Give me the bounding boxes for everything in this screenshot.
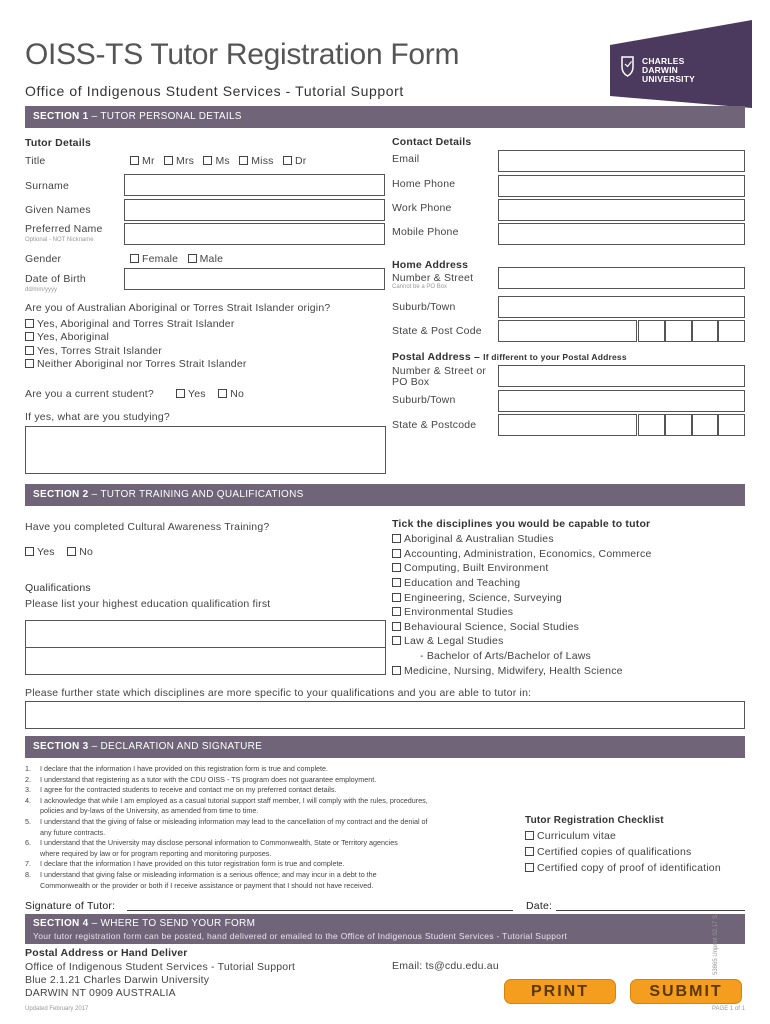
origin-option-3[interactable]: Yes, Torres Strait Islander xyxy=(25,345,162,357)
title-options: Mr Mrs Ms Miss Dr xyxy=(130,155,306,167)
further-disciplines-input[interactable] xyxy=(25,701,745,729)
discipline-7-checkbox[interactable] xyxy=(392,622,401,631)
signature-label: Signature of Tutor: xyxy=(25,900,116,912)
discipline-1-checkbox[interactable] xyxy=(392,534,401,543)
gender-options: Female Male xyxy=(130,253,223,265)
mobile-phone-label: Mobile Phone xyxy=(392,226,459,238)
home-phone-label: Home Phone xyxy=(392,178,456,190)
logo-line-3: UNIVERSITY xyxy=(642,74,696,84)
page-title: OISS-TS Tutor Registration Form xyxy=(25,38,460,71)
declaration-6: 6. xyxy=(25,838,31,848)
checklist-2-checkbox[interactable] xyxy=(525,847,534,856)
checklist-3-checkbox[interactable] xyxy=(525,863,534,872)
declaration-5: 5. xyxy=(25,817,31,826)
title-dr-checkbox[interactable] xyxy=(283,156,292,165)
page-subtitle: Office of Indigenous Student Services - Tutorial Support xyxy=(25,83,404,99)
surname-label: Surname xyxy=(25,180,70,192)
home-suburb-label: Suburb/Town xyxy=(392,301,456,313)
address-line-3: DARWIN NT 0909 AUSTRALIA xyxy=(25,987,176,999)
origin-option-1-checkbox[interactable] xyxy=(25,319,34,328)
origin-option-2[interactable]: Yes, Aboriginal xyxy=(25,331,109,343)
origin-option-4-checkbox[interactable] xyxy=(25,359,34,368)
updated-note: Updated February 2017 xyxy=(25,1006,89,1012)
gender-label: Gender xyxy=(25,253,62,265)
discipline-1[interactable]: Aboriginal & Australian Studies xyxy=(392,533,554,545)
title-label: Title xyxy=(25,155,46,167)
print-button[interactable]: PRINT xyxy=(504,979,616,1004)
home-street-label: Number & Street xyxy=(392,272,474,284)
discipline-6[interactable]: Environmental Studies xyxy=(392,606,513,618)
po-box-note: Cannot be a PO Box xyxy=(392,284,448,290)
declaration-3: 3. xyxy=(25,785,31,795)
title-mr-checkbox[interactable] xyxy=(130,156,139,165)
declaration-8: 8. xyxy=(25,870,31,879)
dob-label: Date of Birth xyxy=(25,273,86,285)
section-1-header: SECTION 1 – TUTOR PERSONAL DETAILS xyxy=(25,106,745,128)
home-postcode-digit-4[interactable] xyxy=(718,320,745,342)
tutor-details-heading: Tutor Details xyxy=(25,137,91,149)
cultural-options: Yes No xyxy=(25,546,93,558)
postal-state-label: State & Postcode xyxy=(392,419,477,431)
student-yes-checkbox[interactable] xyxy=(176,389,185,398)
signature-line[interactable] xyxy=(127,910,513,911)
origin-option-3-checkbox[interactable] xyxy=(25,346,34,355)
contact-email: Email: ts@cdu.edu.au xyxy=(392,960,499,972)
discipline-9[interactable]: Medicine, Nursing, Midwifery, Health Science xyxy=(392,665,623,677)
postal-postcode-digit-1[interactable] xyxy=(638,414,665,436)
postal-street-input[interactable] xyxy=(498,365,745,387)
discipline-7[interactable]: Behavioural Science, Social Studies xyxy=(392,621,579,633)
discipline-5[interactable]: Engineering, Science, Surveying xyxy=(392,592,562,604)
discipline-2-checkbox[interactable] xyxy=(392,549,401,558)
work-phone-label: Work Phone xyxy=(392,202,452,214)
home-postcode-digit-2[interactable] xyxy=(665,320,692,342)
given-names-input[interactable] xyxy=(124,199,385,221)
cultural-yes-checkbox[interactable] xyxy=(25,547,34,556)
logo-line-1: CHARLES xyxy=(642,56,685,66)
studying-input[interactable] xyxy=(25,426,386,474)
date-line[interactable] xyxy=(556,910,745,911)
section-4-header: SECTION 4 – WHERE TO SEND YOUR FORM Your tutor registration form can be posted, hand delivered or emailed to the Office of Indigenous Student Services - Tutorial Support xyxy=(25,914,745,944)
postal-suburb-input[interactable] xyxy=(498,390,745,412)
postal-postcode-digit-4[interactable] xyxy=(718,414,745,436)
page-number: PAGE 1 of 1 xyxy=(712,1006,745,1012)
discipline-4[interactable]: Education and Teaching xyxy=(392,577,520,589)
home-state-label: State & Post Code xyxy=(392,325,482,337)
discipline-4-checkbox[interactable] xyxy=(392,578,401,587)
postal-postcode-digit-2[interactable] xyxy=(665,414,692,436)
date-label: Date: xyxy=(526,900,553,912)
work-phone-input[interactable] xyxy=(498,199,745,221)
discipline-9-checkbox[interactable] xyxy=(392,666,401,675)
postal-postcode-digit-3[interactable] xyxy=(692,414,718,436)
discipline-6-checkbox[interactable] xyxy=(392,607,401,616)
email-label: Email xyxy=(392,153,420,165)
home-street-input[interactable] xyxy=(498,267,745,289)
checklist-heading: Tutor Registration Checklist xyxy=(525,815,664,826)
section-2-header: SECTION 2 – TUTOR TRAINING AND QUALIFICATIONS xyxy=(25,484,745,506)
home-postcode-digit-3[interactable] xyxy=(692,320,718,342)
mobile-phone-input[interactable] xyxy=(498,223,745,245)
postal-state-input[interactable] xyxy=(498,414,637,436)
qualification-input-2[interactable] xyxy=(25,647,386,675)
declaration-7: 7. xyxy=(25,859,31,869)
home-postcode-digit-1[interactable] xyxy=(638,320,665,342)
origin-option-1[interactable]: Yes, Aboriginal and Torres Strait Islander xyxy=(25,318,235,330)
postal-pobox-label: PO Box xyxy=(392,376,430,388)
preferred-name-input[interactable] xyxy=(124,223,385,245)
title-miss-checkbox[interactable] xyxy=(239,156,248,165)
declaration-2: 2. xyxy=(25,774,31,784)
checklist-item-1[interactable]: Curriculum vitae xyxy=(525,830,616,842)
qualification-input-1[interactable] xyxy=(25,620,386,648)
discipline-8-checkbox[interactable] xyxy=(392,636,401,645)
declaration-list: 1. I declare that the information I have provided on this registration form is true and complete. 2. I understand that registering as a tutor with the CDU OISS - TS program does not guarantee employment. 3. I agree for the contracted students to receive and contact me on my preferred contact details. 4. I acknowledge that while I am employed as a casual tutorial support staff member, I will comply with the rules, procedures, policies and by-laws of the University, as amended from time to time. 5. I understand that the giving of false or misleading information may lead to the cancellation of my contract and the denial of any future contracts. 6. I understand that the University may disclose personal information to Commonwealth, State or Territory agencies where required by law or for program reporting and monitoring purposes. 7. I declare that the information I have provided on this tutor registration form is true and complete. 8. I understand that giving false or misleading information is a serious offence; and may incur in a debt to the Commonwealth or the provider or both if I receive assistance or payment that I should not have received. xyxy=(25,764,428,890)
title-mrs-checkbox[interactable] xyxy=(164,156,173,165)
discipline-8[interactable]: Law & Legal Studies xyxy=(392,635,504,647)
discipline-law-sub: - Bachelor of Arts/Bachelor of Laws xyxy=(420,650,591,662)
preferred-name-label: Preferred Name xyxy=(25,223,103,235)
discipline-2[interactable]: Accounting, Administration, Economics, Commerce xyxy=(392,548,652,560)
gender-male-checkbox[interactable] xyxy=(188,254,197,263)
surname-input[interactable] xyxy=(124,174,385,196)
student-no-checkbox[interactable] xyxy=(218,389,227,398)
preferred-name-note: Optional - NOT Nickname xyxy=(25,237,94,243)
disciplines-heading: Tick the disciplines you would be capable to tutor xyxy=(392,518,651,530)
origin-option-4[interactable]: Neither Aboriginal nor Torres Strait Islander xyxy=(25,358,247,370)
dob-note: dd/mm/yyyy xyxy=(25,287,58,293)
origin-question: Are you of Australian Aboriginal or Torres Strait Islander origin? xyxy=(25,302,331,314)
checklist-1-checkbox[interactable] xyxy=(525,831,534,840)
postal-heading: Postal Address or Hand Deliver xyxy=(25,947,188,959)
cultural-question: Have you completed Cultural Awareness Training? xyxy=(25,521,270,533)
section-3-header: SECTION 3 – DECLARATION AND SIGNATURE xyxy=(25,736,745,758)
submit-button[interactable]: SUBMIT xyxy=(630,979,742,1004)
qualifications-prompt: Please list your highest education qualification first xyxy=(25,598,271,610)
home-phone-input[interactable] xyxy=(498,175,745,197)
cultural-no-checkbox[interactable] xyxy=(67,547,76,556)
contact-details-heading: Contact Details xyxy=(392,136,472,148)
given-names-label: Given Names xyxy=(25,204,91,216)
address-line-1: Office of Indigenous Student Services - Tutorial Support xyxy=(25,961,296,973)
title-ms-checkbox[interactable] xyxy=(203,156,212,165)
discipline-3[interactable]: Computing, Built Environment xyxy=(392,562,549,574)
student-options: Yes No xyxy=(176,388,244,400)
gender-female-checkbox[interactable] xyxy=(130,254,139,263)
university-logo xyxy=(610,20,752,108)
send-instructions: Your tutor registration form can be posted, hand delivered or emailed to the Office of Indigenous Student Services - Tutorial Support xyxy=(33,931,568,941)
qualifications-heading: Qualifications xyxy=(25,582,91,594)
home-state-input[interactable] xyxy=(498,320,637,342)
home-suburb-input[interactable] xyxy=(498,296,745,318)
postal-address-heading: Postal Address – If different to your Postal Address xyxy=(392,351,627,363)
email-input[interactable] xyxy=(498,150,745,172)
dob-input[interactable] xyxy=(124,268,385,290)
origin-option-2-checkbox[interactable] xyxy=(25,332,34,341)
discipline-3-checkbox[interactable] xyxy=(392,563,401,572)
logo-line-2: DARWIN xyxy=(642,65,678,75)
student-question: Are you a current student? xyxy=(25,388,154,400)
postal-suburb-label: Suburb/Town xyxy=(392,394,456,406)
declaration-4: 4. xyxy=(25,795,31,805)
checklist-item-3[interactable]: Certified copy of proof of identification xyxy=(525,862,721,874)
side-code: 53865 Unprint 02.17 S xyxy=(713,914,719,975)
checklist-item-2[interactable]: Certified copies of qualifications xyxy=(525,846,691,858)
studying-label: If yes, what are you studying? xyxy=(25,411,170,423)
postal-street-label: Number & Street or xyxy=(392,365,487,377)
home-address-heading: Home Address xyxy=(392,259,469,271)
address-line-2: Blue 2.1.21 Charles Darwin University xyxy=(25,974,210,986)
declaration-1: 1. xyxy=(25,764,31,773)
further-disciplines-label: Please further state which disciplines are more specific to your qualifications and you are able to tutor in: xyxy=(25,687,532,699)
discipline-5-checkbox[interactable] xyxy=(392,593,401,602)
